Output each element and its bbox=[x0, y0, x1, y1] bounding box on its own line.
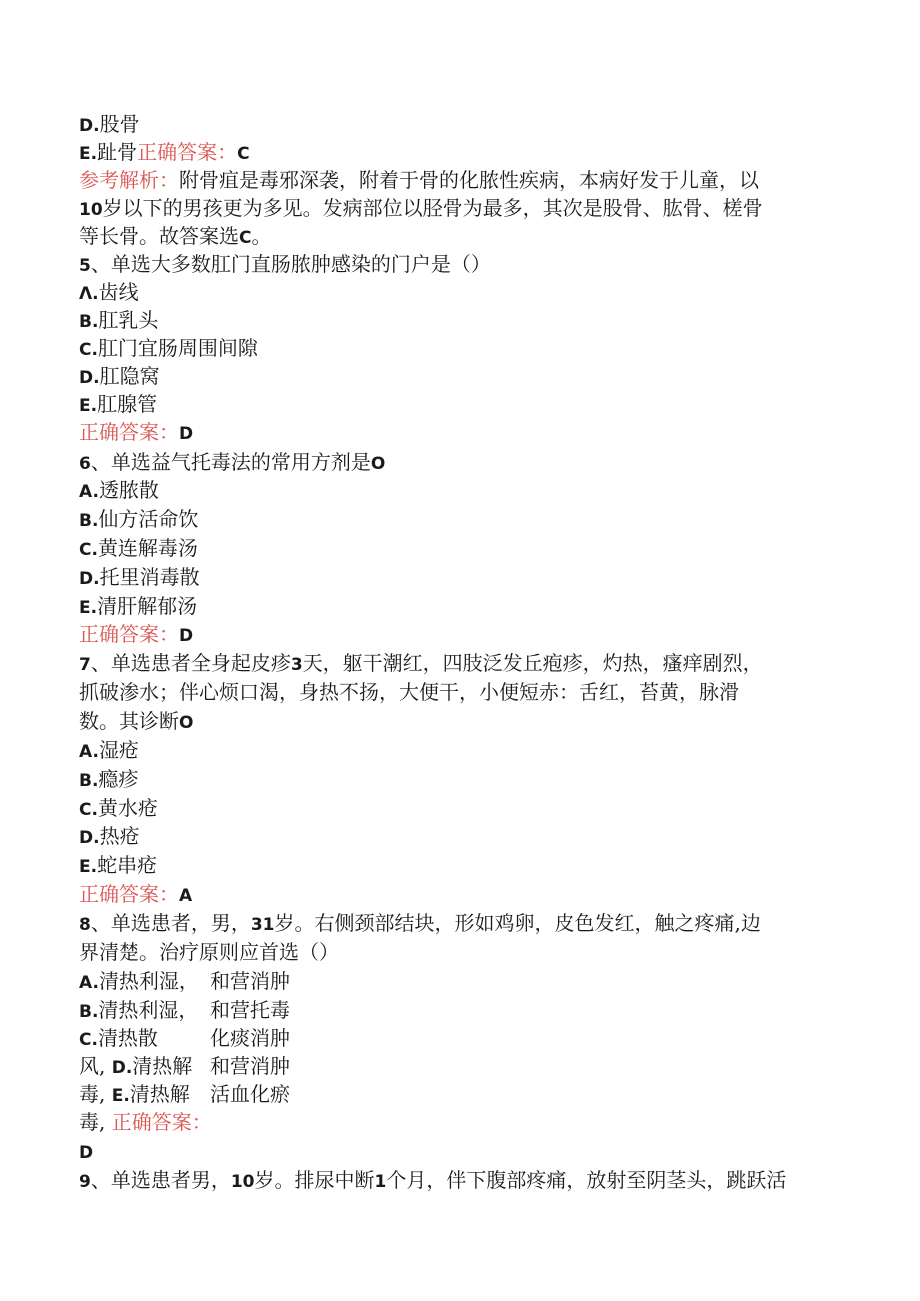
question-8-stem: 8、单选患者，男，31岁。右侧颈部结块，形如鸡卵，皮色发红，触之疼痛,边 bbox=[79, 911, 761, 935]
question-7-stem: 7、单选患者全身起皮疹3天，躯干潮红，四肢泛发丘疱疹，灼热，瘙痒剧烈， bbox=[79, 651, 763, 675]
answer-line: 正确答案：D bbox=[79, 420, 194, 444]
option-d: D.股骨 bbox=[79, 112, 140, 136]
answer-line: 正确答案：A bbox=[79, 882, 193, 906]
option-a: A.清热利湿， bbox=[79, 969, 199, 993]
option-e: E.蛇串疮 bbox=[79, 853, 158, 877]
analysis-label: 参考解析： bbox=[79, 168, 179, 192]
answer-value: D bbox=[79, 1143, 94, 1163]
option-a: Λ.齿线 bbox=[79, 280, 139, 304]
answer-line: 正确答案：D bbox=[79, 622, 194, 646]
analysis-line: 等长骨。故答案选C。 bbox=[79, 224, 272, 248]
question-9-stem: 9、单选患者男，10岁。排尿中断1个月，伴下腹部疼痛，放射至阴茎头，跳跃活 bbox=[79, 1168, 787, 1192]
option-c: C.黄水疮 bbox=[79, 796, 158, 820]
answer-label: 正确答案： bbox=[137, 140, 238, 164]
option-e: E.清肝解郁汤 bbox=[79, 594, 198, 618]
option-b: B.瘾疹 bbox=[79, 767, 139, 791]
option-d-continued: 和营消肿 bbox=[210, 1054, 290, 1078]
question-7-stem: 数。其诊断O bbox=[79, 709, 194, 733]
question-5-stem: 5、单选大多数肛门直肠脓肿感染的门户是（） bbox=[79, 252, 491, 276]
option-d: D.托里消毒散 bbox=[79, 565, 200, 589]
option-c: C.清热散 bbox=[79, 1026, 158, 1050]
option-b-continued: 和营托毒 bbox=[210, 998, 290, 1022]
question-8-stem: 界清楚。治疗原则应首选（） bbox=[79, 940, 339, 964]
option-b: B.肛乳头 bbox=[79, 308, 159, 332]
option-d: D.热疮 bbox=[79, 824, 140, 848]
option-e: 毒, E.清热解 bbox=[79, 1082, 190, 1106]
analysis-line: 10岁以下的男孩更为多见。发病部位以胫骨为最多，其次是股骨、肱骨、槎骨 bbox=[79, 196, 763, 220]
analysis-line: 参考解析：附骨疽是毒邪深袭，附着于骨的化脓性疾病，本病好发于儿童，以 bbox=[79, 168, 759, 192]
option-c-continued: 化痰消肿 bbox=[210, 1026, 290, 1050]
option-d: 风, D.清热解 bbox=[79, 1054, 193, 1078]
answer-value: C bbox=[237, 144, 250, 164]
answer-line: 毒, 正确答案： bbox=[79, 1110, 212, 1134]
option-c: C.黄连解毒汤 bbox=[79, 536, 198, 560]
option-b: B.仙方活命饮 bbox=[79, 507, 199, 531]
option-e-continued: 活血化瘀 bbox=[210, 1082, 290, 1106]
question-6-stem: 6、单选益气托毒法的常用方剂是O bbox=[79, 450, 386, 474]
option-b: B.清热利湿， bbox=[79, 998, 199, 1022]
option-c: C.肛门宜肠周围间隙 bbox=[79, 336, 258, 360]
option-a-continued: 和营消肿 bbox=[210, 969, 290, 993]
option-a: A.透脓散 bbox=[79, 478, 159, 502]
option-a: A.湿疮 bbox=[79, 738, 139, 762]
option-e: E.趾骨正确答案：C bbox=[79, 140, 250, 164]
option-e: E.肛腺管 bbox=[79, 392, 158, 416]
question-7-stem: 抓破渗水；伴心烦口渴，身热不扬，大便干，小便短赤：舌红，苔黄，脉滑 bbox=[79, 680, 739, 704]
option-d: D.肛隐窝 bbox=[79, 364, 160, 388]
